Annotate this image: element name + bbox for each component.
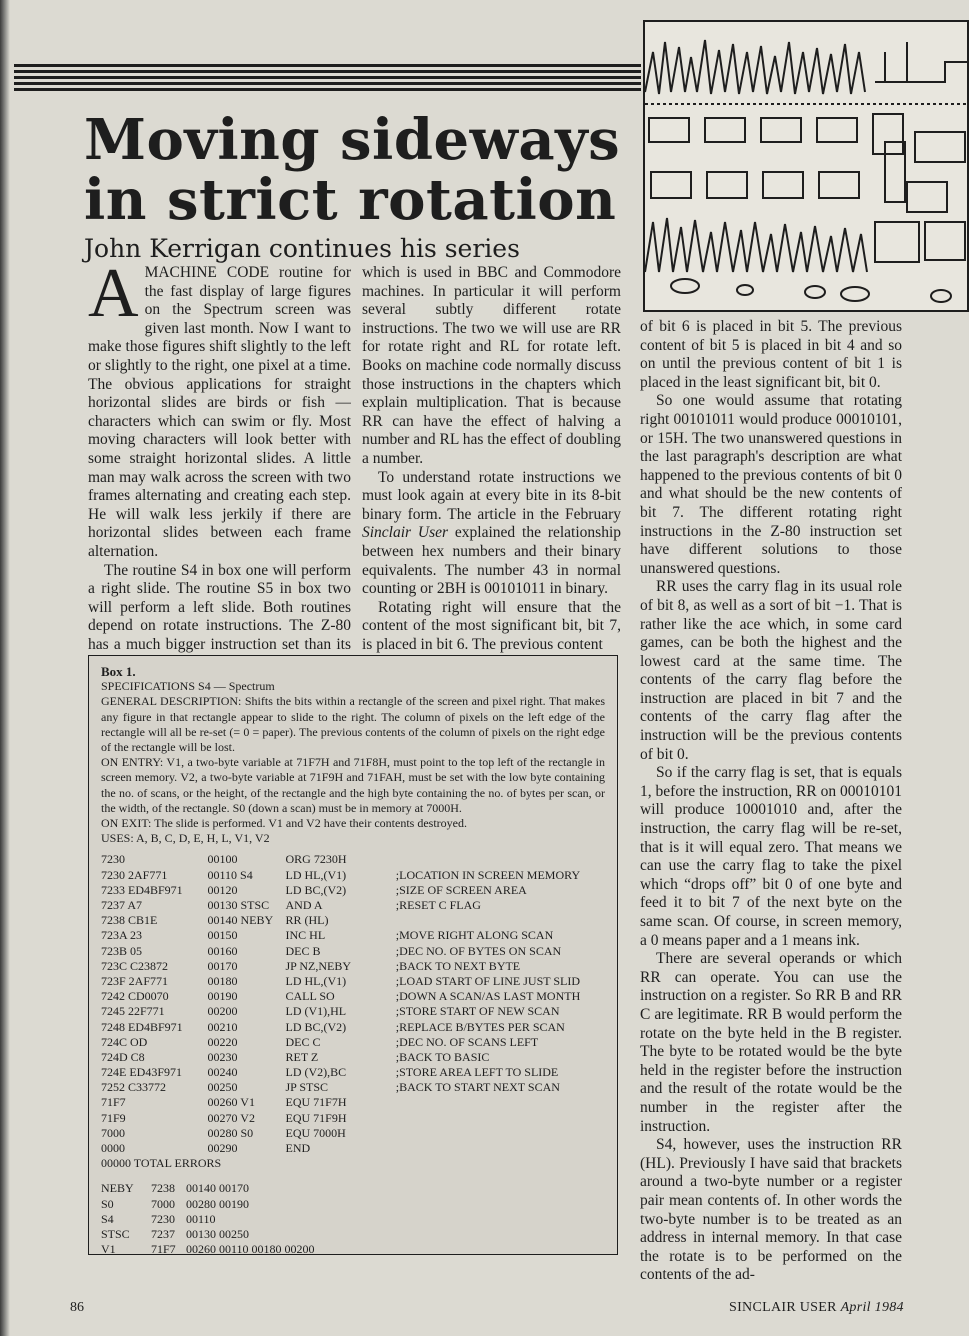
listing-cell: 71F7 [101,1095,126,1110]
xref-row [101,1212,605,1227]
listing-cell: 7242 CD0070 [101,989,169,1004]
listing-cell: ;SIZE OF SCREEN AREA [395,882,527,897]
listing-cell [396,1141,605,1156]
listing-cell: 7230 2AF771 [101,867,168,882]
box-on-entry: ON ENTRY: V1, a two-byte variable at 71F7H and 71F8H, must point to the top left of the rectangle in screen memory. V2, a two-byte variable at 71F9H and 71FAH, must be set with the low byte containing the no. of scans, or the height, of the rectangle and the high byte containing the no. of bytes per scan, or the width, of the rectangle. S0 (down a scan) must be in memory at 7000H. [101,755,605,815]
xref-cell: 71F7 [151,1242,176,1255]
listing-cell: 00180 [207,973,238,988]
listing-cell: 00110 S4 [207,867,253,882]
xref-cell: 00140 00170 [186,1181,249,1196]
listing-row [101,1095,605,1110]
listing-cell: ;BACK TO START NEXT SCAN [395,1080,560,1095]
listing-cell: 00220 [207,1034,238,1049]
listing-cell: DEC B [285,943,321,958]
listing-row [101,1141,605,1156]
listing-cell: 00100 [207,852,238,867]
listing-cell: 723C C23872 [101,958,169,973]
xref-cell: STSC [101,1226,130,1241]
box-on-exit: ON EXIT: The slide is performed. V1 and V2 have their contents destroyed. [101,816,467,831]
xref-row [101,1181,605,1196]
listing-row [101,913,605,928]
listing-cell: ;LOCATION IN SCREEN MEMORY [395,867,581,882]
listing-row [101,959,605,974]
listing-cell: 00140 NEBY [207,913,274,928]
listing-cell: 71F9 [101,1110,126,1125]
listing-cell [396,1126,605,1141]
listing-cell: 7000 [101,1125,125,1140]
xref-cell: 00110 [186,1211,216,1226]
listing-row [101,1035,605,1050]
listing-cell: LD HL,(V1) [285,973,347,988]
page-number: 86 [70,1300,84,1315]
column-3-para-1: of bit 6 is placed in bit 5. The previous content of bit 5 is placed in bit 4 and so on until the previous content of bit 1 is placed in the least significant bit, bit 0. [640,318,902,391]
column-2-para-1: which is used in BBC and Commodore machines. In particular it will perform several subtly different rotate instructions. The two we will use are RR for rotate right and RL for rotate left. Books on machine code normally discuss those instructions in the chapters which explain multiplication. That is because RR can have the effect of halving a number and RL has the effect of doubling a number. [362,264,621,467]
box-spec: SPECIFICATIONS S4 — Spectrum [101,679,275,694]
listing-cell: EQU 71F7H [285,1095,347,1110]
listing-cell: INC HL [285,928,326,943]
xref-cell: 00260 00110 00180 00200 [186,1242,315,1255]
listing-cell [396,852,605,867]
listing-cell: 7237 A7 [101,898,143,912]
listing-cell: 00200 [207,1004,238,1019]
listing-cell: 00190 [207,989,238,1004]
listing-cell: ;LOAD START OF LINE JUST SLID [395,973,581,988]
listing-cell: 00250 [207,1080,238,1095]
listing-row [101,944,605,959]
listing-cell: 724C OD [101,1034,148,1049]
listing-row [101,1050,605,1065]
box-1-code-listing [88,655,618,1255]
listing-cell: DEC C [285,1034,321,1049]
xref-cell: 00280 00190 [186,1196,249,1211]
xref-row [101,1227,605,1242]
xref-cell: 7230 [151,1211,175,1226]
listing-row [101,928,605,943]
listing-cell: 723F 2AF771 [101,973,169,988]
column-1 [88,264,351,654]
listing-cell: 00240 [207,1065,238,1080]
listing-cell: 7245 22F771 [101,1004,165,1019]
listing-row [101,883,605,898]
listing-cell: 00270 V2 [207,1110,255,1125]
listing-row [101,974,605,989]
headline-block [84,107,644,264]
listing-cell: JP NZ,NEBY [285,958,352,973]
listing-cell [396,913,605,928]
listing-cell: 724D C8 [101,1049,145,1064]
listing-cell: ORG 7230H [285,852,347,867]
listing-cell: ;BACK TO NEXT BYTE [395,958,521,973]
article-byline: John Kerrigan continues his series [84,234,520,263]
xref-cell: NEBY [101,1181,134,1196]
listing-cell: 00150 [207,928,238,943]
listing-cell: CALL SO [285,989,335,1004]
listing-cell: 00260 V1 [207,1095,255,1110]
listing-cell: 00210 [207,1019,238,1034]
listing-cell: 0000 [101,1141,125,1155]
listing-cell: LD (V1),HL [285,1004,347,1019]
listing-cell: 00170 [207,958,238,973]
column-3-para-6: S4, however, uses the instruction RR (HL). Previously I have said that brackets around a two-byte number or a register pair mean contents of. In other words the two-byte number is to be treated as an address in internal memory. In that case the rotate is to be performed on the contents of the ad- [640,1136,902,1284]
listing-row [101,1111,605,1126]
cross-reference-table [101,1181,605,1255]
xref-cell: S4 [101,1211,114,1226]
listing-cell: ;DOWN A SCAN/AS LAST MONTH [395,989,581,1004]
page-binding-shadow [0,0,10,1336]
listing-cell: 00160 [207,943,238,958]
box-uses: USES: A, B, C, D, E, H, L, V1, V2 [101,831,270,846]
listing-cell: 7238 CB1E [101,913,158,928]
listing-cell: 00130 STSC [207,898,270,912]
xref-cell: S0 [101,1196,114,1211]
listing-cell: 723A 23 [101,928,143,943]
box-general-description: GENERAL DESCRIPTION: Shifts the bits within a rectangle of the screen and pixel right. That makes any figure in that rectangle appear to slide to the right. The column of pixels on the left edge of the rectangle will all be re-set (= 0 = paper). The previous contents of the column of pixels on the right edge of the rectangle will be lost. [101,694,605,755]
listing-row [101,1080,605,1095]
footer-date: April 1984 [840,1300,904,1315]
xref-row [101,1242,605,1255]
column-3-para-2: So one would assume that rotating right 00101011 would produce 00010101, or 15H. The two unanswered questions in the last paragraph's description are what happened to the previous contents of bit 0 and what should be the new contents of bit 7. The different rotating right instructions in the Z-80 instruction set have different solutions to those unanswered questions. [640,392,902,577]
column-3-para-3: RR uses the carry flag in its usual role of bit 8, as well as a sort of bit −1. That is rather like the ace which, in some card games, can be both the highest and the lowest card at the same time. The contents of the carry flag before the instruction are placed in bit 7 and the contents of the carry flag after the instruction will be the previous contents of bit 0. [640,578,902,763]
column-1-para-1: AMACHINE CODE routine for the fast display of large figures on the Spectrum screen was given last month. Now I want to make those figures shift slightly to the left or slightly to the right, one pixel at a time. The obvious applications for straight horizontal slides are birds or fish — characters which can swim or fly. Most moving characters will look better with some straight horizontal slides. A little man may walk across the screen with two frames alternating and creating each step. He will walk less jerkily if there are horizontal slides between each frame alternation. [88,264,351,560]
listing-cell: JP STSC [285,1080,329,1095]
listing-row [101,1126,605,1141]
listing-cell: ;BACK TO BASIC [395,1049,490,1064]
listing-row [101,898,605,913]
listing-cell: ;DEC NO. OF SCANS LEFT [395,1034,539,1049]
article-headline: Moving sideways in strict rotation [84,107,621,233]
footer-magazine: SINCLAIR USER [729,1300,837,1315]
listing-cell: RET Z [285,1049,319,1064]
listing-cell [396,1111,605,1126]
listing-cell: 00120 [207,882,238,897]
listing-cell: ;MOVE RIGHT ALONG SCAN [395,928,554,943]
listing-cell: 7248 ED4BF971 [101,1019,183,1034]
listing-cell: ;DEC NO. OF BYTES ON SCAN [395,943,562,958]
listing-cell: END [285,1141,311,1155]
listing-cell: 7230 [101,852,125,867]
listing-cell: LD (V2),BC [285,1065,347,1080]
listing-cell: ;REPLACE B/BYTES PER SCAN [395,1019,565,1034]
listing-cell: AND A [285,898,323,912]
assembly-listing [101,852,605,1156]
game-scene-illustration [643,20,969,312]
column-3 [640,318,902,1294]
listing-cell: EQU 71F9H [285,1110,347,1125]
footer-masthead [729,1300,904,1316]
listing-row [101,1020,605,1035]
drop-cap: A [88,264,139,332]
xref-cell: 00130 00250 [186,1226,249,1241]
magazine-title-inline: Sinclair User [362,524,449,542]
column-2 [362,264,621,654]
box-title: Box 1. [101,664,136,679]
listing-cell: RR (HL) [285,913,329,928]
column-1-para-2: The routine S4 in box one will perform a right slide. The routine S5 in box two will perform a left slide. Both routines depend on rotate instructions. The Z-80 has a much bigger instruction set than its [88,561,351,653]
listing-row [101,989,605,1004]
listing-cell: LD BC,(V2) [285,882,347,897]
listing-cell: ;STORE START OF NEW SCAN [395,1004,560,1019]
listing-cell: 724E ED43F971 [101,1065,182,1080]
listing-cell: 7233 ED4BF971 [101,882,183,897]
xref-row [101,1197,605,1212]
listing-row [101,1065,605,1080]
listing-cell: 00290 [207,1141,238,1155]
total-errors: 00000 TOTAL ERRORS [101,1156,222,1171]
xref-cell: V1 [101,1242,116,1255]
listing-row [101,852,605,867]
listing-cell: 7252 C33772 [101,1080,167,1095]
listing-cell: 00280 S0 [207,1125,254,1140]
listing-cell: LD BC,(V2) [285,1019,347,1034]
listing-row [101,868,605,883]
listing-cell: LD HL,(V1) [285,867,347,882]
xref-cell: 7238 [151,1181,175,1196]
listing-cell: EQU 7000H [285,1125,346,1140]
listing-cell: 00230 [207,1049,238,1064]
listing-cell: 723B 05 [101,943,143,958]
column-3-para-4: So if the carry flag is set, that is equals 1, before the instruction, RR on 00010101 will produce 10001010 and, after the instruction, the carry flag will be re-set, that is it will equal zero. That means we can use the carry flag to take the pixel which “drops off” bit 0 of one byte and feed it to bit 7 of the next byte on the same scan. Of course, in screen memory, a 0 means paper and a 1 means ink. [640,764,902,949]
listing-row [101,1004,605,1019]
listing-cell: ;RESET C FLAG [395,898,481,912]
column-2-para-2: To understand rotate instructions we must look again at every bite in its 8-bit binary form. The article in the February Sinclair User explained the relationship between hex numbers and their binary equivalents. The number 43 in normal counting or 2BH is 00101011 in binary. [362,468,621,598]
listing-cell [396,1095,605,1110]
xref-cell: 7237 [151,1226,175,1241]
column-3-para-5: There are several operands or which RR can operate. You can use the instruction on a register. So RR B and RR C are legitimate. RR B would perform the rotate on the byte held in the B register. The byte to be rotated would be the byte held in the register before the instruction and the result of the rotate would be the number in the register after the instruction. [640,950,902,1135]
xref-cell: 7000 [151,1196,175,1211]
column-2-para-3: Rotating right will ensure that the content of the most significant bit, bit 7, is placed in bit 6. The previous content [362,598,621,653]
listing-cell: ;STORE AREA LEFT TO SLIDE [395,1065,559,1080]
header-stripes [14,64,641,94]
